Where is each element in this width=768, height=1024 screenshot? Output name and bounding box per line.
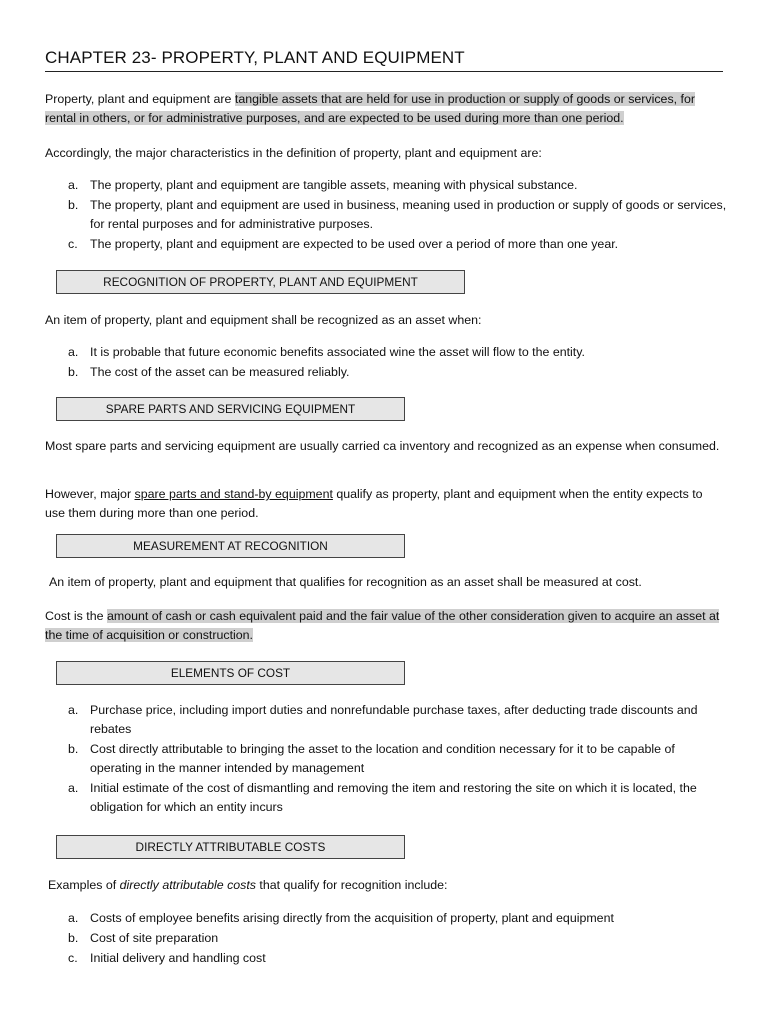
intro-paragraph — [45, 90, 725, 128]
list-marker: b. — [68, 742, 79, 756]
spare-parts-paragraph-1: Most spare parts and servicing equipment are usually carried ca inventory and recognized as an expense when consumed. — [45, 439, 720, 453]
list-text: It is probable that future economic benefits associated wine the asset will flow to the entity. — [90, 345, 585, 359]
list-item — [68, 176, 728, 195]
list-item — [68, 196, 728, 234]
characteristics-list — [68, 176, 728, 255]
list-item — [68, 929, 728, 948]
list-marker: b. — [68, 931, 79, 945]
list-text: Purchase price, including import duties and nonrefundable purchase taxes, after deducting trade discounts and rebates — [90, 703, 698, 736]
list-text: Initial delivery and handling cost — [90, 951, 266, 965]
section-heading-elements: ELEMENTS OF COST — [56, 661, 405, 685]
spare-parts-text: However, major — [45, 487, 135, 501]
list-text: The cost of the asset can be measured reliably. — [90, 365, 350, 379]
list-marker: b. — [68, 365, 79, 379]
directly-italic: directly attributable costs — [119, 878, 256, 892]
recognition-list — [68, 343, 728, 383]
list-marker: c. — [68, 237, 78, 251]
intro-highlight: tangible assets that are held for use in production or supply of goods or services, for rental in others, or for administrative purposes, and are expected to be used during more than one period. — [45, 92, 695, 125]
section-heading-measurement: MEASUREMENT AT RECOGNITION — [56, 534, 405, 558]
directly-intro — [48, 876, 728, 895]
list-marker: a. — [68, 703, 79, 717]
measurement-paragraph-2 — [45, 607, 725, 645]
list-item — [68, 909, 728, 928]
list-item — [68, 343, 728, 362]
list-item — [68, 235, 728, 254]
list-text: Costs of employee benefits arising directly from the acquisition of property, plant and equipment — [90, 911, 614, 925]
characteristics-intro: Accordingly, the major characteristics in the definition of property, plant and equipment are: — [45, 146, 542, 160]
list-text: Initial estimate of the cost of dismantling and removing the item and restoring the site on which it is located, the obligation for which an entity incurs — [90, 781, 697, 814]
list-item — [68, 949, 728, 968]
measurement-highlight: amount of cash or cash equivalent paid and the fair value of the other consideration given to acquire an asset at the time of acquisition or construction. — [45, 609, 720, 642]
list-text: The property, plant and equipment are expected to be used over a period of more than one year. — [90, 237, 619, 251]
list-item — [68, 701, 728, 739]
spare-parts-paragraph-2 — [45, 485, 725, 523]
list-marker: a. — [68, 911, 79, 925]
section-heading-directly-attributable: DIRECTLY ATTRIBUTABLE COSTS — [56, 835, 405, 859]
list-marker: c. — [68, 951, 78, 965]
section-heading-recognition: RECOGNITION OF PROPERTY, PLANT AND EQUIPMENT — [56, 270, 465, 294]
list-text: The property, plant and equipment are tangible assets, meaning with physical substance. — [90, 178, 578, 192]
directly-text: that qualify for recognition include: — [255, 878, 448, 892]
list-item — [68, 740, 728, 778]
elements-list — [68, 701, 728, 818]
measurement-paragraph-1: An item of property, plant and equipment that qualifies for recognition as an asset shall be measured at cost. — [49, 575, 642, 589]
directly-list — [68, 909, 728, 969]
list-marker: a. — [68, 781, 79, 795]
list-text: The property, plant and equipment are used in business, meaning used in production or supply of goods or services, for rental purposes and for administrative purposes. — [90, 198, 727, 231]
recognition-intro: An item of property, plant and equipment shall be recognized as an asset when: — [45, 313, 482, 327]
chapter-title: CHAPTER 23- PROPERTY, PLANT AND EQUIPMENT — [45, 48, 723, 72]
spare-parts-underline: spare parts and stand-by equipment — [134, 487, 333, 501]
directly-text: Examples of — [48, 878, 120, 892]
spare-parts-text: qualify as property, plant and equipment when the entity expects to use them during more than one period. — [45, 487, 703, 520]
list-item — [68, 779, 728, 817]
list-marker: a. — [68, 345, 79, 359]
list-text: Cost of site preparation — [90, 931, 219, 945]
list-marker: a. — [68, 178, 79, 192]
intro-text: Property, plant and equipment are — [45, 92, 235, 106]
measurement-text: Cost is the — [45, 609, 107, 623]
list-text: Cost directly attributable to bringing the asset to the location and condition necessary for it to be capable of operating in the manner intended by management — [90, 742, 675, 775]
section-heading-spare-parts: SPARE PARTS AND SERVICING EQUIPMENT — [56, 397, 405, 421]
list-item — [68, 363, 728, 382]
list-marker: b. — [68, 198, 79, 212]
